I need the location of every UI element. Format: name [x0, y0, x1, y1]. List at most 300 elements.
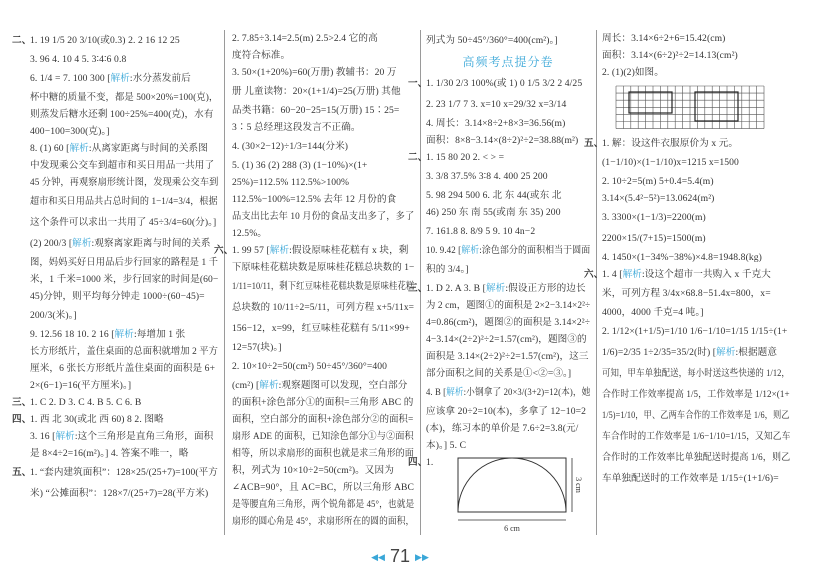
answer-text: 200/3(米)。]: [30, 310, 77, 321]
answer-text: 1/6)=2/35 1÷2/35=35/2(时) [: [602, 347, 717, 358]
answer-line-content: [232, 208, 414, 225]
answer-line: [426, 314, 590, 331]
answer-line-content: [232, 259, 414, 276]
answer-line: [232, 81, 414, 102]
answer-line-content: [30, 123, 110, 140]
page-number: [360, 546, 440, 567]
answer-text: 4=0.86(cm²)，题图②的面积是 3.14×2²÷: [426, 317, 591, 328]
answer-text: 相等，所以求扇形的面积也就是求三角形的面: [232, 448, 414, 459]
answer-line: [232, 157, 414, 174]
answer-text: 为 2 cm，题图①的面积是 2×2−3.14×2²÷: [426, 300, 591, 311]
answer-line: [602, 426, 790, 447]
answer-text: :小钢拿了 20×3/(3+2)=12(本)，她: [463, 387, 591, 398]
answer-text: 112.5%−100%=12.5% 去年 12 月份的食: [232, 194, 397, 205]
answer-line: [426, 382, 590, 403]
answer-text: 可知，甲车单独配送，每小时送这些快递的 1/12，: [602, 368, 790, 379]
answer-text: 1. C 2. D 3. C 4. B 5. C 6. B: [30, 397, 142, 408]
answer-text: 厘米，6 张长方形纸片盖住桌面的面积是 6+: [30, 363, 216, 374]
answer-line: [30, 233, 218, 254]
answer-line: [602, 363, 790, 384]
answer-line-content: [602, 30, 725, 47]
answer-line: [602, 228, 790, 249]
answer-line-content: [232, 47, 290, 64]
answer-line-content: [232, 81, 401, 102]
answer-line-content: [602, 152, 739, 173]
answer-line: [232, 428, 414, 445]
answer-text: 3. 3/8 37.5% 3∶8 4. 400 25 200: [426, 171, 548, 182]
answer-line-content: [30, 191, 218, 212]
answer-line-content: [232, 318, 410, 339]
answer-line: [232, 102, 414, 119]
answer-line-content: [232, 479, 414, 496]
answer-line: [602, 304, 790, 321]
answer-line-content: [426, 437, 466, 454]
answer-text: 扇形的圆心角是 45°，求扇形所在的圆的面积，: [232, 516, 415, 527]
answer-line: [232, 276, 414, 297]
answer-text: 1. “套内建筑面积”：128×25/(25+7)=100(平方: [30, 467, 218, 478]
answer-line-content: [426, 365, 571, 382]
analysis-tag: 解析: [114, 329, 134, 340]
answer-line: [602, 249, 790, 266]
answer-text: 本)。] 5. C: [426, 440, 467, 451]
answer-line: [232, 377, 414, 394]
answer-text: 面积：8×8−3.14×(8÷2)²÷2=38.88(m²): [426, 135, 579, 146]
answer-line-content: [602, 321, 787, 342]
answer-line: [602, 47, 790, 64]
answer-line: [232, 318, 414, 339]
analysis-tag: 解析: [55, 431, 75, 442]
answer-line-content: [232, 445, 414, 462]
answer-line: [602, 64, 790, 81]
answer-line-content: [12, 30, 180, 51]
answer-text: 2. (1)(2)如图。: [602, 67, 664, 78]
answer-line: [30, 174, 218, 191]
answer-line-content: [426, 348, 589, 365]
answer-line-content: [232, 462, 394, 479]
answer-line: [232, 339, 414, 356]
answer-line: [30, 343, 218, 360]
answer-text: 则蒸发后糖水还剩 100÷25%=400(克)，水有: [30, 109, 214, 120]
answer-line: [232, 297, 414, 318]
answer-line-content: [232, 225, 267, 242]
answer-text: 册 儿童读物：20×(1+1/4)=25(万册) 其他: [232, 86, 401, 97]
answer-text: 4. (30×2−12)÷1/3=144(分米): [232, 141, 349, 152]
answer-line-content: [426, 297, 590, 314]
answer-line-content: [602, 190, 714, 207]
answer-line: [426, 115, 590, 132]
answer-line: [426, 331, 590, 348]
answer-line: [30, 377, 218, 394]
answer-line-content: [232, 356, 387, 377]
answer-text: 4000，4000 千克=4 吨。]: [602, 307, 704, 318]
answer-line: [602, 384, 790, 405]
answer-line: [232, 259, 414, 276]
answer-line-content: [30, 140, 208, 157]
answer-line: [426, 403, 590, 420]
answer-line-content: [232, 377, 407, 394]
answer-text: 米) “公摊面积”：128×7/(25+7)=28(平方米): [30, 488, 209, 499]
answer-line: [232, 136, 414, 157]
answer-text: 1. 解：设这件衣服原价为 x 元。: [602, 138, 739, 149]
answer-line-content: [232, 339, 282, 356]
answer-line: [602, 405, 790, 426]
section-number: 三、: [12, 397, 32, 408]
answer-line: [426, 94, 590, 115]
answer-line-content: [426, 166, 548, 187]
answer-line-content: [232, 64, 397, 81]
answer-line: [602, 447, 790, 468]
right-arrow-icon: ▶▶: [415, 551, 429, 562]
answer-text: 6. 1/4 = 7. 100 300 [: [30, 73, 111, 84]
answer-line: [214, 242, 414, 259]
answer-line: [30, 428, 218, 445]
answer-text: 应该拿 20÷2=10(本)，多拿了 12−10=2: [426, 406, 587, 417]
answer-text: ∠ACB=90°，且 AC=BC，所以三角形 ABC: [232, 482, 415, 493]
answer-text: 9. 12.56 18 10. 2 16 [: [30, 329, 115, 340]
answer-text: 图，妈妈买好日用品后步行回家的路程是 1 千: [30, 257, 219, 268]
answer-text: 1. 19 1/5 20 3/10(或0.3) 2. 2 16 12 25: [30, 35, 180, 46]
answer-line-content: [30, 106, 214, 123]
answer-line: [30, 360, 218, 377]
answer-text: 列式为 50÷45°/360°=400(cm²)。]: [426, 35, 558, 46]
answer-line-content: [30, 326, 185, 343]
answer-line-content: [30, 233, 211, 254]
answer-text: :观察离家距离与时间的关系: [91, 238, 211, 249]
answer-text: 1/11=10/11，剩下红豆味桂花糕块数是原味桂花糕: [232, 281, 415, 292]
answer-line-content: [30, 343, 218, 360]
answer-text: :涂色部分的面积相当于圆面: [479, 245, 591, 256]
answer-text: 8. (1) 60 [: [30, 143, 70, 154]
answer-line: [30, 68, 218, 89]
answer-text: 车合作时的工作效率是 1/6−1/10=1/15，又知乙车: [602, 431, 791, 442]
answer-line-content: [602, 384, 790, 405]
answer-text: 是等腰直角三角形，两个锐角都是 45°，也就是: [232, 499, 415, 510]
answer-line: [30, 212, 218, 233]
answer-line-content: [12, 462, 218, 483]
answer-text: 400−100=300(克)。]: [30, 126, 110, 137]
answer-line-content: [30, 254, 218, 271]
analysis-tag: 解析: [622, 269, 642, 280]
answer-text: (cm²) [: [232, 380, 260, 391]
answer-text: 5. 98 294 500 6. 北 东 44(或东 北: [426, 190, 562, 201]
answer-text: 是 8×4÷2=16(m²)。] 4. 答案不唯一，略: [30, 448, 189, 459]
answer-line-content: [30, 360, 215, 377]
answer-text: 的面积+涂色部分①的面积=三角形 ABC 的: [232, 397, 414, 408]
answer-line-content: [232, 496, 414, 513]
answer-line-content: [30, 51, 126, 68]
answer-line-content: [12, 394, 142, 411]
answer-line-content: [30, 174, 218, 191]
answer-line-content: [232, 428, 414, 445]
answer-line-content: [426, 382, 590, 403]
answer-line-content: [426, 30, 558, 51]
answer-text: :设这个超市一共购入 x 千克大: [641, 269, 771, 280]
answer-text: 度符合标准。: [232, 50, 291, 61]
answer-text: 米，可列方程 3/4x×68.8−51.4x=800，x=: [602, 288, 771, 299]
answer-line: [426, 30, 590, 51]
answer-line: [30, 157, 218, 174]
answer-text: :水分蒸发前后: [129, 73, 191, 84]
answer-text: 1/5)=1/10，甲、乙两车合作的工作效率是 1/6，则乙: [602, 410, 790, 421]
answer-line-content: [232, 297, 414, 318]
answer-line-content: [408, 149, 505, 166]
answer-text: 总块数的 10/11÷2=5/11，可列方程 x+5/11x=: [232, 302, 415, 313]
answer-line-content: [30, 157, 214, 174]
answer-text: 4. 周长：3.14×8÷2+8×3=36.56(m): [426, 118, 566, 129]
answer-line: [426, 242, 590, 259]
answer-line: [30, 106, 218, 123]
answer-line-content: [232, 136, 348, 157]
answer-line: [30, 445, 218, 462]
answer-text: 2. 10×10÷2=50(cm²) 50÷45°/360°=400: [232, 361, 388, 372]
answer-line-content: [602, 228, 706, 249]
answer-text: :从离家距离与时间的关系图: [88, 143, 208, 154]
answer-text: 3.14×(5.4²−5²)=13.0624(m²): [602, 193, 715, 204]
answer-line: [602, 30, 790, 47]
answer-text: 4. B [: [426, 387, 447, 398]
answer-line: [30, 288, 218, 305]
left-arrow-icon: ◀◀: [371, 551, 385, 562]
answer-text: 1. 西 北 30(或北 西 60) 8 2. 图略: [30, 414, 164, 425]
answer-line: [232, 513, 414, 530]
section-number: 六、: [214, 245, 234, 256]
answer-line-content: [232, 513, 414, 530]
answer-text: 合作时的工作效率比单独配送时提高 1/6，则乙: [602, 452, 791, 463]
answer-line: [232, 462, 414, 479]
section-number: 六、: [584, 269, 604, 280]
answer-line-content: [426, 420, 578, 437]
answer-text: 这个条件可以求出一共用了 45÷3/4=60(分)。]: [30, 217, 217, 228]
answer-text: 4. 1450×(1−34%−38%)×4.8=1948.8(kg): [602, 252, 762, 263]
analysis-tag: 解析: [72, 238, 92, 249]
semicircle-figure: [452, 456, 582, 536]
answer-text: 下原味桂花糕块数是原味桂花糕总块数的 1−: [232, 262, 415, 273]
answer-line-content: [30, 89, 218, 106]
column-divider: [224, 30, 225, 535]
answer-line: [602, 321, 790, 342]
answer-line-content: [602, 283, 771, 304]
answer-line: [232, 119, 414, 136]
answer-text: 45 分钟，再观察扇形统计图，发现乘公交车到: [30, 177, 219, 188]
answer-text: 品支出比去年 10 月份的食品支出多了，多了: [232, 211, 415, 222]
answer-line: [30, 140, 218, 157]
answer-line-content: [12, 411, 164, 428]
answer-line-content: [426, 314, 590, 331]
answer-text: 12.5%。: [232, 228, 267, 239]
answer-line: [426, 221, 590, 242]
answer-line: [30, 123, 218, 140]
analysis-tag: 解析: [259, 380, 279, 391]
grid-figure: [614, 84, 774, 132]
section-title: 高频考点提分卷: [462, 55, 554, 69]
answer-line: [426, 437, 590, 454]
answer-column-1: [12, 30, 219, 504]
answer-line-content: [30, 288, 205, 305]
answer-line-content: [30, 305, 77, 326]
answer-line-content: [232, 119, 361, 136]
answer-text: 3. 50×(1+20%)=60(万册) 教辅书：20 万: [232, 67, 397, 78]
section-number: 五、: [584, 138, 604, 149]
answer-line: [426, 348, 590, 365]
answer-text: :根据题意: [735, 347, 778, 358]
answer-text: 25%)=112.5% 112.5%>100%: [232, 177, 350, 188]
answer-text: 1. D 2. A 3. B [: [426, 283, 486, 294]
answer-text: 2. 1/12×(1+1/5)=1/10 1/6−1/10=1/15 1/15÷(1+: [602, 326, 788, 337]
answer-line-content: [426, 259, 469, 280]
answer-line: [30, 483, 218, 504]
answer-line-content: [232, 191, 396, 208]
answer-line: [426, 297, 590, 314]
answer-line-content: [30, 212, 216, 233]
answer-text: 车单独配送时的工作效率是 1/15÷(1+1/6)=: [602, 473, 779, 484]
answer-line-content: [30, 483, 208, 504]
answer-line-content: [602, 249, 762, 266]
answer-line: [12, 30, 218, 51]
answer-line: [232, 174, 414, 191]
height-label: 3 cm: [574, 477, 583, 493]
answer-line-content: [584, 135, 739, 152]
answer-line-content: [232, 276, 414, 297]
answer-line-content: [408, 454, 434, 471]
answer-line: [602, 342, 790, 363]
answer-text: 5. (1) 36 (2) 288 (3) (1−10%)×(1+: [232, 160, 368, 171]
answer-text: 3. 3300×(1−1/3)=2200(m): [602, 212, 706, 223]
answer-line: [584, 266, 790, 283]
answer-text: 156−12，x=99，红豆味桂花糕有 5/11×99+: [232, 323, 410, 334]
answer-text: 积的 3/4。]: [426, 264, 469, 275]
answer-line-content: [30, 377, 131, 394]
answer-line: [426, 187, 590, 204]
answer-line: [30, 305, 218, 326]
analysis-tag: 解析: [110, 73, 130, 84]
answer-column-2: [214, 30, 415, 530]
answer-line: [30, 191, 218, 212]
answer-line: [426, 259, 590, 280]
answer-text: 杯中糖的质量不变，都是 500×20%=100(克)，: [30, 92, 219, 103]
answer-line-content: [602, 207, 706, 228]
answer-line-content: [426, 94, 566, 115]
answer-text: 1. 15 80 20 2. < > =: [426, 152, 505, 163]
answer-line: [232, 225, 414, 242]
answer-line: [426, 420, 590, 437]
answer-text: :每增加 1 张: [133, 329, 186, 340]
answer-column-3: [408, 30, 591, 471]
answer-text: 扇形 ADE 的面积，已知涂色部分①与②面积: [232, 431, 414, 442]
answer-text: 2. 23 1/7 7 3. x=10 x=29/32 x=3/14: [426, 99, 567, 110]
section-number: 二、: [408, 152, 428, 163]
answer-line-content: [426, 187, 562, 204]
page-number-text: 71: [389, 546, 411, 566]
answer-line: [602, 173, 790, 190]
answer-line-content: [602, 426, 790, 447]
answer-line: [232, 445, 414, 462]
answer-line: [602, 190, 790, 207]
answer-line: [602, 207, 790, 228]
answer-text: 10. 9.42 [: [426, 245, 462, 256]
section-number: 四、: [408, 457, 428, 468]
answer-line: [602, 152, 790, 173]
answer-text: 超市和买日用品共占总时间的 1−1/4=3/4，根据: [30, 196, 218, 207]
section-number: 三、: [408, 283, 428, 294]
answer-text: 7. 161.8 8. 8/9 5 9. 10 4n−2: [426, 226, 536, 237]
answer-line-content: [30, 271, 218, 288]
answer-text: 面积是 3.14×(2÷2)²÷2=1.57(cm²)，这三: [426, 351, 589, 362]
answer-line-content: [426, 403, 586, 420]
answer-text: 1. 1/30 2/3 100%(或 1) 0 1/5 3/2 2 4/25: [426, 78, 583, 89]
answer-line-content: [426, 204, 561, 221]
answer-text: 积，列式为 10×10÷2=50(cm²)。又因为: [232, 465, 394, 476]
answer-line: [426, 204, 590, 221]
answer-line: [408, 73, 590, 94]
answer-text: 46) 250 东 南 55(或南 东 35) 200: [426, 207, 561, 218]
answer-line: [232, 30, 414, 47]
answer-line: [584, 135, 790, 152]
analysis-tag: 解析: [69, 143, 89, 154]
answer-line-content: [232, 157, 367, 174]
analysis-tag: 解析: [716, 347, 736, 358]
answer-text: (1−1/10)×(1−1/10)x=1215 x=1500: [602, 157, 739, 168]
answer-line-content: [602, 342, 777, 363]
answer-text: 1. 4 [: [602, 269, 623, 280]
answer-line: [232, 47, 414, 64]
answer-line-content: [232, 411, 413, 428]
width-label: 6 cm: [504, 524, 520, 533]
answer-line: [232, 356, 414, 377]
answer-text: 45)分钟，则平均每分钟走 1000÷(60−45)=: [30, 291, 205, 302]
answer-line-content: [30, 68, 191, 89]
answer-line-content: [602, 468, 779, 489]
answer-line: [30, 326, 218, 343]
answer-line: [232, 64, 414, 81]
answer-line: [408, 149, 590, 166]
answer-text: 1. 99 57 [: [232, 245, 270, 256]
answer-line: [232, 208, 414, 225]
answer-text: 4−3.14×(2÷2)²÷2=1.57(cm²)，题图③的: [426, 334, 587, 345]
answer-text: 长方形纸片，盖住桌面的总面积就增加 2 平方: [30, 346, 219, 357]
section-number: 二、: [12, 35, 32, 46]
answer-text: 2. 10÷2=5(m) 5+0.4=5.4(m): [602, 176, 714, 187]
answer-line: [30, 89, 218, 106]
answer-line: [30, 271, 218, 288]
answer-line: [12, 462, 218, 483]
answer-line: [12, 394, 218, 411]
answer-line: [602, 468, 790, 489]
answer-text: :这个三角形是直角三角形，面积: [74, 431, 214, 442]
answer-text: 2200×15/(7+15)=1500(m): [602, 233, 706, 244]
answer-line-content: [232, 394, 413, 411]
answer-text: 3. 96 4. 10 4 5. 3∶4∶6 0.8: [30, 54, 127, 65]
answer-line: [12, 411, 218, 428]
answer-text: 面积，空白部分的面积+涂色部分②的面积=: [232, 414, 414, 425]
answer-line-content: [426, 221, 535, 242]
answer-text: 3∶5 总经理这段发言不正确。: [232, 122, 361, 133]
answer-line-content: [214, 242, 409, 259]
answer-line-content: [232, 174, 349, 191]
answer-line: [232, 394, 414, 411]
answer-line: [232, 191, 414, 208]
answer-text: 部分面积之间的关系是①<②=③。]: [426, 368, 572, 379]
answer-line-content: [426, 331, 587, 348]
answer-line-content: [602, 405, 790, 426]
analysis-tag: 解析: [485, 283, 506, 294]
answer-text: 12=57(块)。]: [232, 342, 282, 353]
answer-line: [426, 365, 590, 382]
answer-line: [232, 479, 414, 496]
answer-text: 3. 16 [: [30, 431, 56, 442]
answer-line-content: [426, 132, 578, 149]
answer-text: (本)，练习本的单价是 7.6÷2=3.8(元/: [426, 423, 579, 434]
answer-line-content: [408, 73, 583, 94]
